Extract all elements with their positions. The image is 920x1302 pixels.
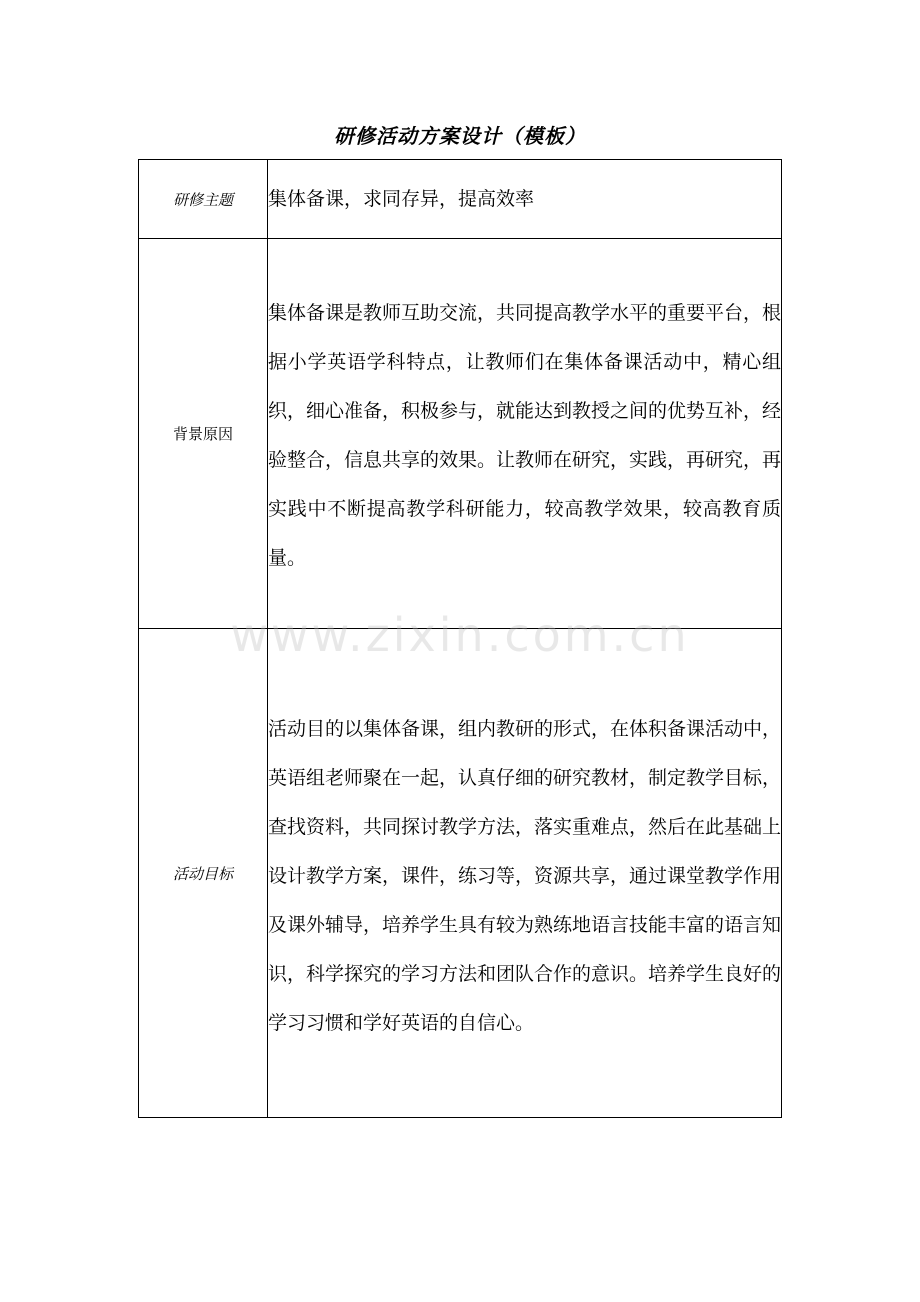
goal-content: 活动目的以集体备课，组内教研的形式，在体积备课活动中，英语组老师聚在一起，认真仔细的研究教材，制定教学目标，查找资料，共同探讨教学方法，落实重难点，然后在此基础上设计教学方案，课件，练习等，资源共享，通过课堂教学作用及课外辅导，培养学生具有较为熟练地语言技能丰富的语言知识，科学探究的学习方法和团队合作的意识。培养学生良好的学习习惯和学好英语的自信心。: [268, 629, 782, 1118]
background-content: 集体备课是教师互助交流，共同提高教学水平的重要平台，根据小学英语学科特点，让教师们在集体备课活动中，精心组织，细心准备，积极参与，就能达到教授之间的优势互补，经验整合，信息共享的效果。让教师在研究，实践，再研究，再实践中不断提高教学科研能力，较高教学效果，较高教育质量。: [268, 239, 782, 629]
table-row-background: [139, 239, 782, 629]
topic-label: 研修主题: [139, 160, 268, 239]
watermark: www.zixin.com.cn: [230, 608, 690, 662]
table-row-goal: [139, 629, 782, 1118]
goal-label: 活动目标: [139, 629, 268, 1118]
table-row-topic: [139, 160, 782, 239]
topic-content: 集体备课，求同存异，提高效率: [268, 160, 782, 239]
document-title: 研修活动方案设计（模板）: [334, 124, 586, 148]
plan-table: [138, 159, 782, 1118]
background-label: 背景原因: [139, 239, 268, 629]
